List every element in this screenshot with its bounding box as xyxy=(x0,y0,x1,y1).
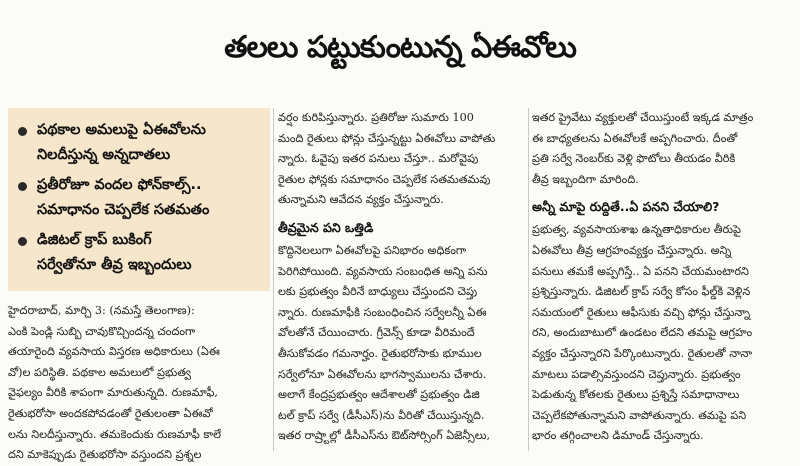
text-line: తున్నామని ఆవేదన వ్యక్తం చేస్తున్నారు. xyxy=(278,193,444,207)
text-line: రని, అందుబాటులో ఉండటం లేదని తమపై ఆగ్రహం xyxy=(532,326,753,340)
text-line: వ్యక్తం చేస్తున్నారని పేర్కొంటున్నారు. రైతులతో నానా xyxy=(532,346,753,360)
text-line: ప్రశ్నిస్తున్నారు. డిజిటల్‌ క్రాప్‌ సర్వే కోసం ఫీల్డ్‌కి వెళ్లిన xyxy=(532,285,751,299)
col2-paragraph-a xyxy=(278,108,526,211)
col3-paragraph-b xyxy=(532,220,794,447)
text-line: వర్షం కురిపిస్తున్నారు. ప్రతిరోజు సుమారు 100 xyxy=(278,111,474,124)
text-line: టల్‌ క్రాప్‌ సర్వే (డీసీఎస్‌)ను వీరితో చేయిస్తున్నది. xyxy=(278,408,485,422)
text-line: లను నిలదీస్తున్నారు. తమకెందుకు రుణమాఫీ కాలే xyxy=(8,427,222,441)
highlight-line: సమాధానం చెప్పలేక సతమతం xyxy=(37,202,210,218)
text-line: ఏఈవోలు తీవ్ర ఆగ్రహంవ్యక్తం చేస్తున్నారు. అన్ని xyxy=(532,243,732,257)
text-line: వోలతోనే చేయించారు. గ్రీవెన్స్‌ కూడా వీరిమందే xyxy=(278,326,475,340)
highlights-box xyxy=(8,108,270,291)
highlight-line: డిజిటల్‌ క్రాప్‌ బుకింగ్‌ xyxy=(37,232,152,248)
column-3 xyxy=(532,108,794,451)
col2-paragraph-b xyxy=(278,241,526,447)
text-line: రైతుల ఫోన్లకు సమాధానం చెప్పలేక సతమతమవు xyxy=(278,172,491,186)
col1-paragraph xyxy=(8,301,270,466)
col3-paragraph-a xyxy=(532,108,794,190)
text-line: ఇతర రాష్ర్టాల్లో డీసీఎస్‌ను ఔట్‌సోర్సింగ్‌ ఏజెన్సీలు, xyxy=(278,429,491,443)
text-line: రైతుభరోసా అందకపోవడంతో రైతులంతా ఏఈవో xyxy=(8,406,213,420)
headline: తలలు పట్టుకుంటున్న ఏఈవోలు xyxy=(224,30,576,65)
bullet-icon xyxy=(18,127,27,136)
text-line: అలాగే కేంద్రప్రభుత్వం ఆదేశాలతో ప్రభుత్వం డిజి xyxy=(278,388,480,402)
text-line: వైఫల్యం వీరికి శాపంగా మారుతున్నది. రుణమాఫీ, xyxy=(8,386,218,400)
highlight-line: సర్వేతోనూ తీవ్ర ఇబ్బందులు xyxy=(37,257,192,273)
text-line: భారం తగ్గించాలని డిమాండ్‌ చేస్తున్నారు. xyxy=(532,429,704,443)
text-line: ఈ బాధ్యతలను ఏఈవోలకే అప్పగించారు. దీంతో xyxy=(532,131,738,145)
bullet-icon xyxy=(18,182,27,191)
text-line: న్నారు. రుణమాఫీకి సంబంధించిన సర్వేలన్నీ ఏఈ xyxy=(278,305,487,319)
highlight-item xyxy=(18,118,262,168)
highlight-line: నిలదీస్తున్న అన్నదాతలు xyxy=(37,147,171,163)
text-line: చెప్పలేకపోతున్నామని వాపోతున్నారు. తమపై పని xyxy=(532,408,747,422)
text-line: మంది రైతులు ఫోన్లు చేస్తున్నట్టు ఏఈవోలు వాపోతు xyxy=(278,131,496,145)
text-line: పనులు తమకే అప్పగిస్తే.. ఏ పనని చేయమంటారని xyxy=(532,264,749,278)
column-2 xyxy=(278,108,526,451)
text-line: కొద్దినెలలుగా ఏఈవోలపై పనిభారం అధికంగా xyxy=(278,243,467,257)
text-line: మాటలు పడాల్సివస్తుందని చెప్తున్నారు. ప్రభుత్వం xyxy=(532,367,741,381)
text-line: లకు ప్రభుత్వం వీరినే బాధ్యులు చేస్తుందని చెప్తు xyxy=(278,285,478,299)
bullet-icon xyxy=(18,237,27,246)
text-line: తీవ్ర ఇబ్బందిగా మారింది. xyxy=(532,172,639,186)
text-line: పెరిగిపోయింది. వ్యవసాయ సంబంధిత అన్ని పను xyxy=(278,264,488,278)
highlight-line: పథకాల అమలుపై ఏఈవోలను xyxy=(37,122,206,138)
highlight-line: ప్రతీరోజూ వందల ఫోన్‌కాల్స్‌.. xyxy=(37,177,202,193)
text-line: హైదరాబాద్‌, మార్చి 3: (నమస్తే తెలంగాణ): xyxy=(8,304,195,317)
text-line: వో)ల పరిస్థితి. పథకాల అమలులో ప్రభుత్వ xyxy=(8,365,191,379)
highlight-item xyxy=(18,173,262,223)
column-1 xyxy=(8,108,270,462)
text-line: తీసుకోవడం గమనార్హం. రైతుభరోసాకు భూముల xyxy=(278,346,482,360)
text-line: ప్రతి సర్వే నెంబర్‌కు వెళ్లి ఫొటోలు తీయడం వీరికి xyxy=(532,152,736,166)
text-line: న్నారు. ఓవైపు ఇతర పనులు చేస్తూ.. మరోవైపు xyxy=(278,152,479,166)
text-line: ప్రభుత్వ, వ్యవసాయశాఖ ఉన్నతాధికారుల తీరుపై xyxy=(532,223,741,237)
text-line: సమయంలో రైతులు ఆఫీసుకు వచ్చి ఫోన్లు చేస్తున్నా xyxy=(532,305,751,319)
column-rule-2 xyxy=(528,108,529,451)
text-line: దని మాకెప్పుడు రైతుభరోసా వస్తుందని ప్రశ్నల xyxy=(8,448,202,462)
text-line: ఇతర ప్రైవేటు వ్యక్తులతో చేయిస్తుంటే ఇక్కడ మాత్రం xyxy=(532,111,754,124)
text-line: తయారైంది వ్యవసాయ విస్తరణ అధికారులు (ఏఈ xyxy=(8,345,220,359)
text-line: సర్వేలోనూ ఏఈవోలను భాగస్వాములను చేశారు. xyxy=(278,367,487,381)
col3-subheading: అన్నీ మాపై రుద్దితే..ఏ పనని చేయాలి? xyxy=(532,199,720,215)
text-line: పెడుతున్న కోతలకు రైతులు ప్రశ్నిస్తే సమాధానాలు xyxy=(532,388,740,402)
col2-subheading: తీవ్రమైన పని ఒత్తిడి xyxy=(278,219,374,235)
highlight-item xyxy=(18,228,262,278)
column-rule-1 xyxy=(273,108,274,451)
text-line: ఎంకి పెండ్లి సుబ్బి చావుకొచ్చిందన్న చందంగా xyxy=(8,324,196,338)
